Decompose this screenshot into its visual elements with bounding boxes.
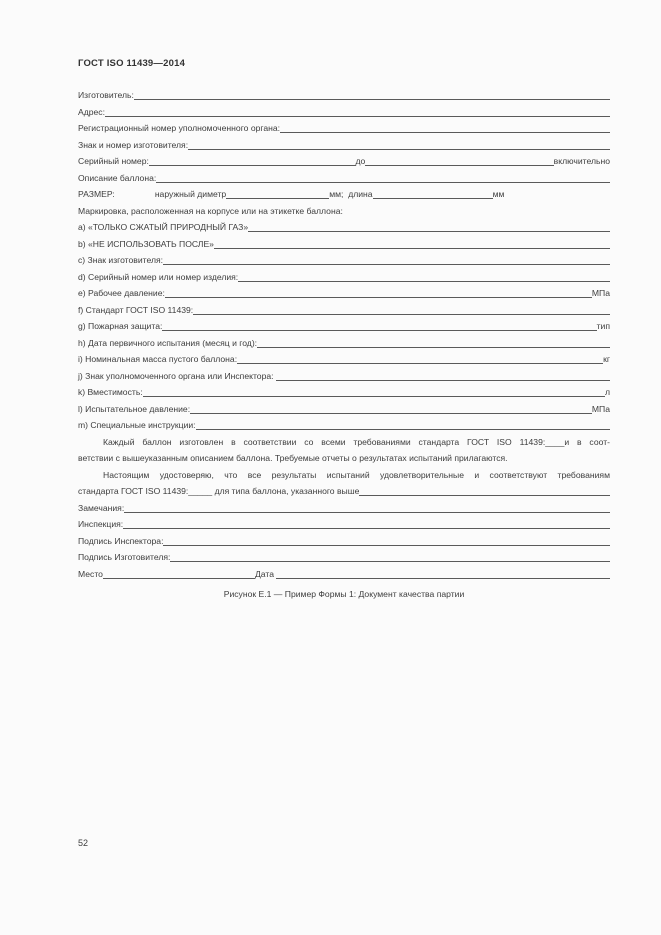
- blank-line: [156, 182, 610, 183]
- blank-line: [170, 561, 610, 562]
- page-number: 52: [78, 838, 89, 848]
- form-row: [78, 252, 610, 269]
- paragraph-line: Настоящим удостоверяю, что все результаты испытаний удовлетворительные и соответствуют требованиям: [103, 469, 610, 480]
- form-label: l) Испытательное давление:: [78, 403, 191, 414]
- form-row: [78, 318, 610, 335]
- blank-line: [163, 545, 610, 546]
- form-row: [78, 153, 610, 170]
- form-row: [78, 137, 610, 154]
- form-label: Серийный номер:: [78, 156, 149, 166]
- form-row: [78, 417, 610, 434]
- form-label: Инспекция:: [78, 519, 124, 529]
- form-label: л: [604, 387, 610, 397]
- form-label: РАЗМЕР:: [78, 189, 115, 199]
- form-row: [78, 566, 610, 583]
- blank-line: [226, 198, 329, 199]
- blank-line: [162, 330, 596, 331]
- blank-line: [257, 347, 610, 348]
- blank-line: [163, 264, 610, 265]
- blank-line: [193, 314, 610, 315]
- form-label: k) Вместимость:: [78, 387, 143, 397]
- blank-line: [276, 578, 610, 579]
- blank-line: [105, 116, 610, 117]
- form-label: c) Знак изготовителя:: [78, 255, 164, 265]
- form-row: [78, 269, 610, 286]
- form-label: МПа: [591, 288, 610, 298]
- form-row: [78, 236, 610, 253]
- form-label: f) Стандарт ГОСТ ISO 11439:: [78, 304, 194, 315]
- form-label: Изготовитель:: [78, 90, 134, 100]
- blank-line: [359, 495, 610, 496]
- form-row: [78, 516, 610, 533]
- form-label: включительно: [553, 156, 610, 166]
- blank-line: [143, 396, 605, 397]
- blank-line: [238, 281, 610, 282]
- form-row: [78, 120, 610, 137]
- form-label: мм: [492, 189, 505, 199]
- form-row: [78, 170, 610, 187]
- form-label: Описание баллона:: [78, 172, 157, 183]
- form-label: d) Серийный номер или номер изделия:: [78, 271, 239, 282]
- blank-line: [149, 165, 356, 166]
- form-label: Дата: [254, 568, 277, 579]
- form-label: b) «НЕ ИСПОЛЬЗОВАТЬ ПОСЛЕ»: [78, 238, 214, 249]
- form-row: [78, 335, 610, 352]
- form-row: [78, 533, 610, 550]
- blank-line: [276, 380, 610, 381]
- form-label: до: [355, 156, 366, 166]
- form-row: [78, 104, 610, 121]
- figure-caption: Рисунок Е.1 — Пример Формы 1: Документ качества партии: [223, 589, 465, 599]
- form-row: [78, 549, 610, 566]
- form-body: [78, 87, 610, 582]
- blank-line: [373, 198, 493, 199]
- form-label: МПа: [591, 403, 610, 414]
- form-label: j) Знак уполномоченного органа или Инспектора:: [78, 370, 276, 381]
- blank-line: [124, 512, 610, 513]
- form-label: g) Пожарная защита:: [78, 321, 163, 331]
- standard-title: ГОСТ ISO 11439—2014: [78, 58, 186, 69]
- form-row: [78, 351, 610, 368]
- form-label: стандарта ГОСТ ISO 11439:_____ для типа баллона, указанного выше: [78, 486, 360, 496]
- batch-quality-form: [78, 87, 610, 603]
- form-row: [78, 87, 610, 104]
- form-label: e) Рабочее давление:: [78, 288, 165, 298]
- form-row: [78, 401, 610, 418]
- paragraph-line: ветствии с вышеуказанным описанием баллона. Требуемые отчеты о результатах испытаний прилагаются.: [78, 453, 508, 463]
- form-label: a) «ТОЛЬКО СЖАТЫЙ ПРИРОДНЫЙ ГАЗ»: [78, 222, 249, 232]
- form-row: [78, 285, 610, 302]
- blank-line: [190, 413, 592, 414]
- blank-line: [196, 429, 610, 430]
- form-label: Подпись Инспектора:: [78, 535, 164, 546]
- blank-line: [103, 578, 255, 579]
- form-label: Замечания:: [78, 502, 125, 513]
- blank-line: [165, 297, 592, 298]
- form-label: тип: [596, 321, 610, 331]
- form-row: [78, 500, 610, 517]
- form-row: [78, 384, 610, 401]
- blank-line: [237, 363, 603, 364]
- form-label: Знак и номер изготовителя:: [78, 139, 189, 150]
- form-label: Место: [78, 568, 103, 579]
- form-row: [78, 219, 610, 236]
- form-label: h) Дата первичного испытания (месяц и год):: [78, 337, 258, 348]
- paragraph-line: Каждый баллон изготовлен в соответствии со всеми требованиями стандарта ГОСТ ISO 11439:____и в соот-: [103, 436, 610, 447]
- form-row: [78, 302, 610, 319]
- form-label: наружный диметр: [154, 189, 227, 199]
- form-row: [78, 483, 610, 500]
- form-label: Регистрационный номер уполномоченного органа:: [78, 123, 281, 133]
- blank-line: [188, 149, 610, 150]
- form-row: [78, 368, 610, 385]
- blank-line: [248, 231, 610, 232]
- form-label: Подпись Изготовителя:: [78, 552, 171, 562]
- form-label: Маркировка, расположенная на корпусе или на этикетке баллона:: [78, 205, 343, 216]
- blank-line: [123, 528, 610, 529]
- form-row: [78, 203, 610, 220]
- form-label: i) Номинальная масса пустого баллона:: [78, 354, 238, 364]
- blank-line: [365, 165, 553, 166]
- form-label: Адрес:: [78, 106, 105, 117]
- form-label: мм; длина: [329, 189, 373, 199]
- blank-line: [280, 132, 610, 133]
- form-label: m) Специальные инструкции:: [78, 420, 196, 430]
- blank-line: [214, 248, 610, 249]
- blank-line: [134, 99, 610, 100]
- form-row: [78, 186, 610, 203]
- form-label: кг: [603, 354, 610, 364]
